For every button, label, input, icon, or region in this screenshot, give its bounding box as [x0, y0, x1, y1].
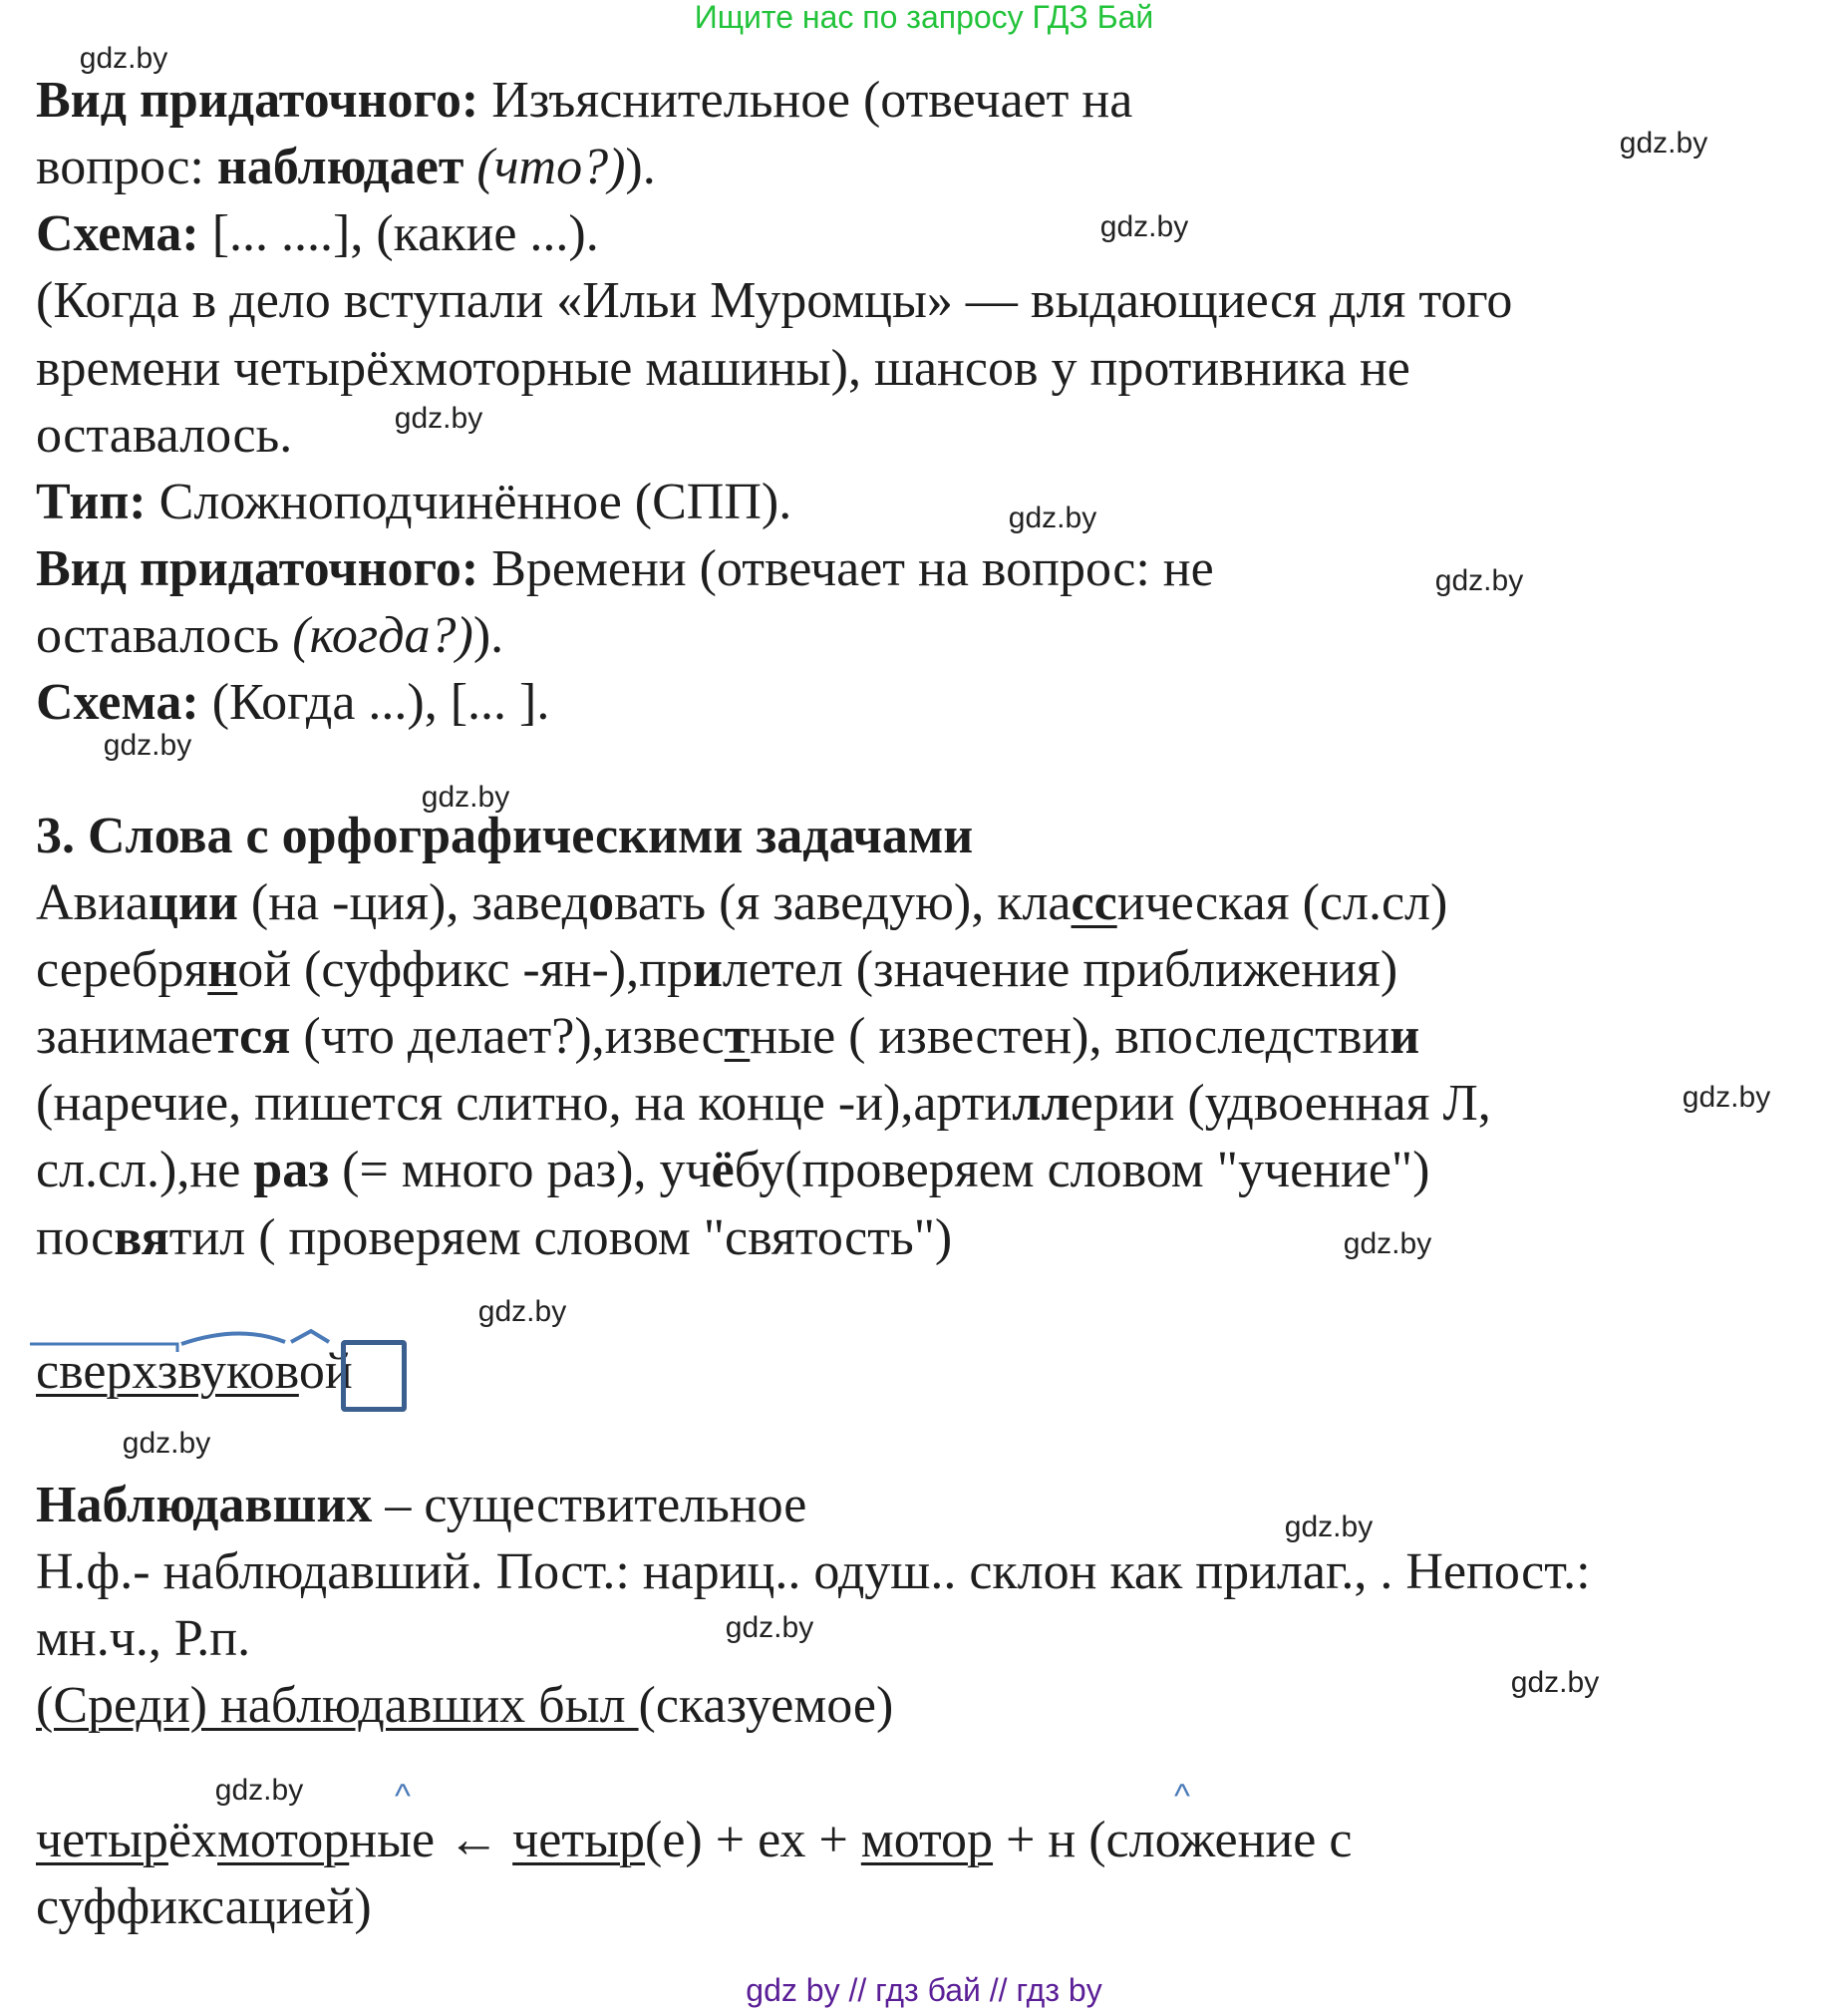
text-segment: и: [1389, 1008, 1420, 1065]
text-line: [36, 1873, 372, 1940]
text-segment: летел (значение приближения): [722, 941, 1398, 998]
text-segment: мн.ч., Р.п.: [36, 1610, 251, 1667]
text-segment: ёх: [167, 1812, 217, 1868]
text-segment: вя: [114, 1209, 169, 1266]
text-line: [36, 1070, 1491, 1137]
text-segment: (Когда ...), [... ].: [198, 674, 550, 731]
text-segment: наблюдает: [216, 139, 464, 195]
text-segment: ическая (сл.сл): [1116, 874, 1448, 931]
text-line: [36, 1003, 1419, 1070]
text-segment: (Когда в дело вступали «Ильи Муромцы» — выдающиеся для того: [36, 272, 1513, 329]
text-segment: вопрос:: [36, 139, 217, 195]
text-line: [36, 1807, 1352, 1873]
text-segment: сс: [1071, 874, 1117, 931]
text-segment: ции: [149, 874, 238, 931]
text-segment: Вид придаточного:: [36, 72, 479, 129]
watermark: gdz.by: [1682, 1081, 1771, 1114]
text-segment: Н.ф.- наблюдавший. Пост.: нариц.. одуш.. склон как прилаг., . Непост.:: [36, 1543, 1591, 1600]
text-segment: Авиа: [36, 874, 150, 931]
text-segment: четыр: [512, 1812, 646, 1868]
text-line: [36, 936, 1397, 1003]
text-line: [36, 134, 656, 200]
text-line: [36, 200, 599, 267]
text-segment: занимае: [36, 1008, 213, 1065]
watermark: gdz.by: [1619, 127, 1708, 160]
text-segment: Сложноподчинённое (СПП).: [146, 474, 792, 530]
text-segment: н: [207, 941, 238, 998]
text-segment: т: [724, 1008, 751, 1065]
text-line: [36, 1538, 1591, 1605]
suffix-caret: [291, 1331, 329, 1342]
text-line: [36, 469, 791, 535]
text-segment: (на -ция), завед: [237, 874, 589, 931]
text-line: [36, 1204, 952, 1271]
suffix-caret: ^: [395, 1778, 411, 1816]
text-segment: (наречие, пишется слитно, на конце -и),арти: [36, 1075, 1013, 1132]
watermark: gdz.by: [1343, 1227, 1432, 1260]
text-segment: Наблюдавших: [36, 1477, 373, 1533]
watermark: gdz.by: [79, 42, 168, 75]
text-segment: серебря: [36, 941, 208, 998]
text-line: [36, 669, 549, 736]
text-segment: (что делает?),извес: [290, 1008, 725, 1065]
text-segment: о: [588, 874, 615, 931]
text-segment: ).: [625, 139, 656, 195]
text-line: [36, 602, 503, 669]
watermark: gdz.by: [421, 781, 510, 814]
text-segment: + н (сложение с: [993, 1812, 1353, 1868]
text-segment: пос: [36, 1209, 115, 1266]
suffix-caret: ^: [1174, 1778, 1190, 1816]
text-segment: мотор: [217, 1812, 350, 1868]
text-line: [36, 869, 1447, 936]
text-line: [36, 1672, 893, 1739]
text-segment: (= много раз), уч: [329, 1142, 712, 1198]
text-segment: ой: [298, 1343, 353, 1400]
text-segment: лл: [1012, 1075, 1071, 1132]
text-segment: Вид придаточного:: [36, 540, 479, 597]
text-segment: – существительное: [372, 1477, 807, 1533]
text-line: [36, 1605, 250, 1672]
text-segment: тся: [213, 1008, 291, 1065]
text-line: [36, 67, 1132, 134]
text-segment: времени четырёхмоторные машины), шансов у противника не: [36, 340, 1410, 397]
watermark: gdz.by: [1434, 564, 1524, 597]
footer-watermark: gdz by // гдз бай // гдз by: [746, 1972, 1102, 2008]
text-line: [36, 535, 1214, 602]
text-line: [36, 1137, 1429, 1203]
text-segment: ).: [472, 607, 504, 664]
text-segment: и: [692, 941, 723, 998]
text-segment: оставалось.: [36, 407, 293, 464]
text-segment: 3. Слова с орфографическими задачами: [36, 808, 974, 864]
watermark: gdz.by: [1008, 502, 1097, 534]
text-segment: ные ←: [349, 1812, 513, 1868]
watermark: gdz.by: [214, 1774, 304, 1807]
watermark: gdz.by: [725, 1611, 814, 1644]
watermark: gdz.by: [477, 1295, 567, 1328]
text-segment: тил ( проверяем словом "святость"): [168, 1209, 953, 1266]
text-segment: мотор: [860, 1812, 994, 1868]
text-segment: четыр: [36, 1812, 168, 1868]
text-segment: (е) + ех +: [645, 1812, 861, 1868]
watermark: gdz.by: [122, 1427, 211, 1460]
text-line: [36, 267, 1512, 334]
root-arc: [181, 1333, 285, 1344]
text-segment: (сказуемое): [638, 1677, 894, 1734]
text-segment: ё: [711, 1142, 735, 1198]
watermark: gdz.by: [103, 729, 192, 762]
text-segment: ой (суффикс -ян-),пр: [237, 941, 693, 998]
text-segment: (что?): [463, 139, 626, 195]
text-segment: ные ( известен), впоследстви: [750, 1008, 1390, 1065]
text-line: [36, 335, 1410, 402]
prefix-mark: [30, 1344, 177, 1352]
text-segment: бу(проверяем словом "учение"): [734, 1142, 1430, 1198]
text-segment: Схема:: [36, 674, 199, 731]
text-segment: сверхзвуков: [36, 1343, 299, 1400]
watermark: gdz.by: [1284, 1510, 1374, 1543]
text-segment: Времени (отвечает на вопрос: не: [478, 540, 1214, 597]
text-segment: сл.сл.),не: [36, 1142, 254, 1198]
watermark: gdz.by: [1099, 210, 1189, 243]
text-segment: раз: [253, 1142, 330, 1198]
text-line: [36, 402, 292, 469]
text-segment: (Среди) наблюдавших был: [36, 1677, 639, 1734]
text-line: [36, 1472, 806, 1538]
watermark: gdz.by: [394, 402, 483, 435]
text-segment: ерии (удвоенная Л,: [1070, 1075, 1491, 1132]
search-banner: Ищите нас по запросу ГДЗ Бай: [694, 0, 1154, 35]
text-segment: (когда?): [292, 607, 473, 664]
text-segment: оставалось: [36, 607, 293, 664]
morpheme-marks: [0, 1296, 498, 1356]
text-segment: Изъяснительное (отвечает на: [478, 72, 1133, 129]
ending-box: [341, 1340, 407, 1412]
text-segment: суффиксацией): [36, 1878, 372, 1935]
text-segment: [... ....], (какие ...).: [198, 205, 599, 262]
watermark: gdz.by: [1510, 1666, 1600, 1699]
text-segment: Тип:: [36, 474, 147, 530]
text-segment: вать (я заведую), кла: [614, 874, 1072, 931]
text-segment: Схема:: [36, 205, 199, 262]
